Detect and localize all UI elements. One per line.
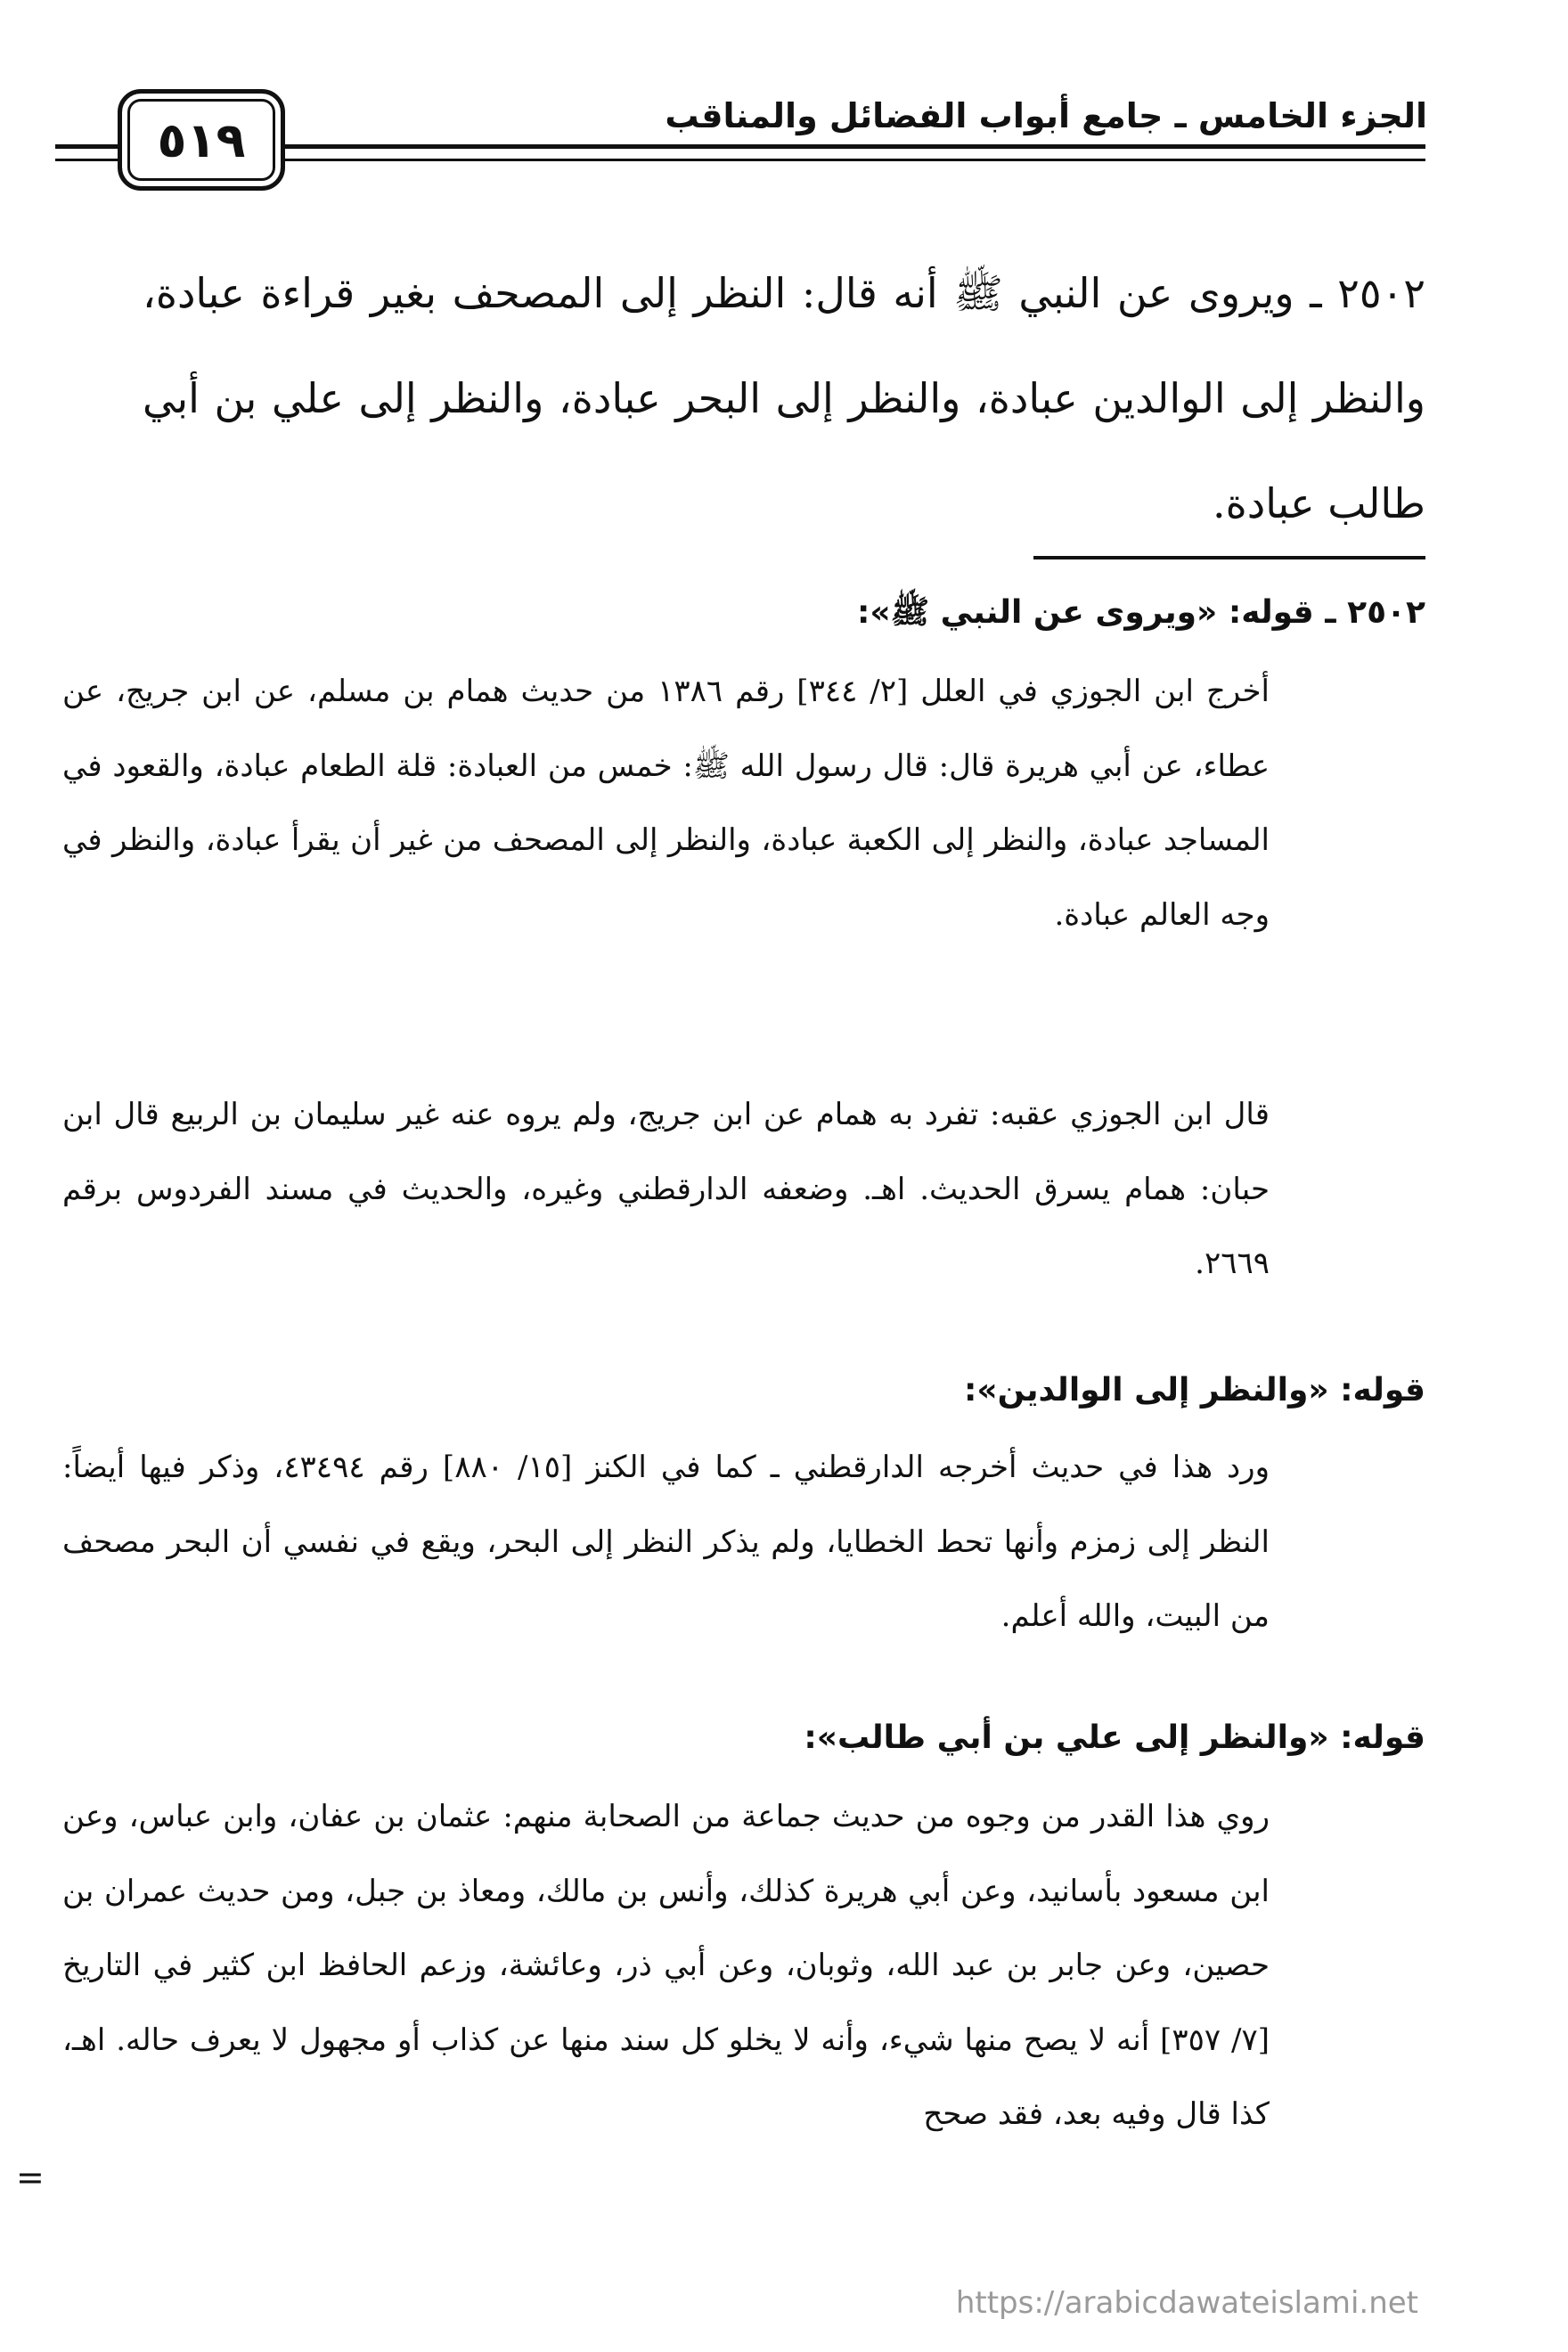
note-heading-3: قوله: «والنظر إلى علي بن أبي طالب»: <box>804 1719 1425 1756</box>
note-heading-2: قوله: «والنظر إلى الوالدين»: <box>963 1372 1425 1409</box>
note-3-paragraph-1: روي هذا القدر من وجوه من حديث جماعة من الصحابة منهم: عثمان بن عفان، وابن عباس، وعن ابن مسعود بأسانيد، وعن أبي هريرة كذلك، وأنس بن مالك، ومعاذ بن جبل، ومن حديث عمران بن حصين، وعن جابر بن عبد الله، وثوبان، وعن أبي ذر، وعائشة، وزعم الحافظ ابن كثير في التاريخ [٧/ ٣٥٧] أنه لا يصح منها شيء، وأنه لا يخلو كل سند منها عن كذاب أو مجهول لا يعرف حاله. اهـ، كذا قال وفيه بعد، فقد صحح <box>62 1799 1270 2132</box>
running-header-title: الجزء الخامس ـ جامع أبواب الفضائل والمناقب <box>665 96 1427 135</box>
note-heading-1: ٢٥٠٢ ـ قوله: «ويروى عن النبي ﷺ»: <box>857 594 1425 631</box>
hadith-main-text: ٢٥٠٢ ـ ويروى عن النبي ﷺ أنه قال: النظر إلى المصحف بغير قراءة عبادة، والنظر إلى الوالدين عبادة، والنظر إلى البحر عبادة، والنظر إلى علي بن أبي طالب عبادة. <box>143 269 1425 527</box>
note-1-paragraph-1: أخرج ابن الجوزي في العلل [٢/ ٣٤٤] رقم ١٣٨٦ من حديث همام بن مسلم، عن ابن جريج، عن عطاء، عن أبي هريرة قال: قال رسول الله ﷺ: خمس من العبادة: قلة الطعام عبادة، والقعود في المساجد عبادة، والنظر إلى الكعبة عبادة، والنظر إلى المصحف من غير أن يقرأ عبادة، والنظر في وجه العالم عبادة. <box>62 674 1270 933</box>
note-1-paragraph-2: قال ابن الجوزي عقبه: تفرد به همام عن ابن جريج، ولم يروه عنه غير سليمان بن الربيع قال ابن حبان: همام يسرق الحديث. اهـ. وضعفه الدارقطني وغيره، والحديث في مسند الفردوس برقم ٢٦٦٩. <box>62 1097 1270 1281</box>
note-2-paragraph-1: ورد هذا في حديث أخرجه الدارقطني ـ كما في الكنز [١٥/ ٨٨٠] رقم ٤٣٤٩٤، وذكر فيها أيضاً: النظر إلى زمزم وأنها تحط الخطايا، ولم يذكر النظر إلى البحر، ويقع في نفسي أن البحر مصحف من البيت، والله أعلم. <box>62 1450 1270 1634</box>
watermark-url: https://arabicdawateislami.net <box>955 2285 1418 2321</box>
page-number: ٥١٩ <box>157 111 246 168</box>
continuation-mark: = <box>16 2158 45 2197</box>
footnote-divider <box>1033 556 1425 559</box>
page-number-frame <box>118 89 285 191</box>
